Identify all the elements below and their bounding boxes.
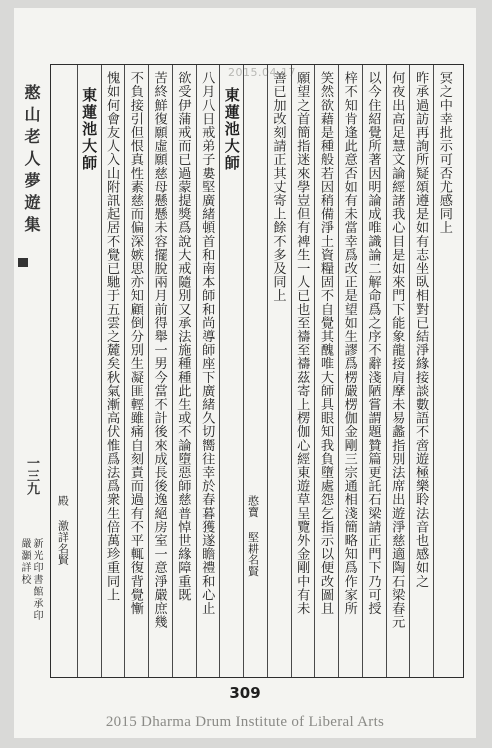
imprint-line-proofreader: 嚴灝詳校 (19, 538, 30, 586)
text-column: 欲受伊蒲戒而已過蒙提獎爲說大戒隨別又承法施種種此生或不論墮惡師慈普悼世緣障重既 (175, 71, 191, 602)
text-column: 憨寶 堅耕名賢 (246, 495, 260, 577)
text-column: 苦終鮮復願虛願慈母懸懸未容擺脫兩月前得舉一男今當不計後來成長後逸絕房室一意淨嚴庶幾 (151, 71, 167, 629)
page-number: 309 (229, 684, 261, 702)
column-rule (338, 65, 339, 677)
text-column: 不負接引但恨真性素慈而偏深嫉思亦知顧倒分別生凝匪輕雖痛自刻責而過有不平輒復背覺慚 (127, 71, 143, 615)
column-rule (196, 65, 197, 677)
column-rule (409, 65, 410, 677)
margin-book-title: 憨山老人夢遊集 (22, 84, 41, 238)
letter-heading: 東蓮池大師 (222, 87, 241, 172)
column-rule (172, 65, 173, 677)
imprint-line-printer: 新光印書館承印 (31, 538, 42, 622)
text-column: 愧如何會友人入山附訊起居不覺已馳于五雲之麓矣秋氣漸高伏惟爲法爲衆生倍萬珍重同上 (104, 71, 120, 602)
column-rule (77, 65, 78, 677)
text-column: 昨承過訪再詢所疑頌遵是如有志坐臥相對已結淨緣接談數語不啻遊極樂聆法音也感如之 (413, 71, 429, 588)
column-rule (362, 65, 363, 677)
column-rule (267, 65, 268, 677)
text-column: 冥之中幸批示可否尤感同上 (436, 71, 452, 235)
text-column: 殿 激詳名賢 (56, 495, 70, 566)
column-rule (433, 65, 434, 677)
book-page (14, 8, 476, 738)
watermark-institute: 2015 Dharma Drum Institute of Liberal Arts (105, 714, 385, 730)
text-frame (50, 64, 464, 678)
column-rule (291, 65, 292, 677)
column-rule (148, 65, 149, 677)
text-column: 八月八日戒弟子婁堅廣緒頓首和南本師和尚導師座下廣緒久切嚮往幸於春暮獲遂瞻禮和心止 (199, 71, 215, 615)
text-column: 以今住紹覺所著因明論成唯識論二解命爲之序不辭淺陋嘗謂題贊篇更託石梁請正門下乃可授 (365, 71, 381, 615)
text-column: 梓不知肯逢此意否如有未當幸爲改正是望如生謬爲楞嚴楞伽金剛三宗通相淺簡略知爲作家所 (341, 71, 357, 615)
column-rule (314, 65, 315, 677)
text-column: 願望之首簡指迷來學豈但有裨生一人已也至禱至禱茲寄上楞伽心經東遊草呈覽外金剛中有未 (294, 71, 310, 615)
margin-fishtail-mark (18, 258, 28, 267)
column-rule (386, 65, 387, 677)
column-rule (101, 65, 102, 677)
text-column: 笑然欲藉是種般若因稍備淨土資糧固不自覺其醜唯大師具眼知我負墮處怨乞指示以便改圖且 (317, 71, 333, 615)
text-column: 何夜出高足慧文論經諸我心目是如來門下能象龍接肩摩未易蠡指別法席出遊淨慈適陶石梁春元 (389, 71, 405, 629)
column-rule (124, 65, 125, 677)
letter-heading: 東蓮池大師 (80, 87, 99, 172)
watermark-date: 2015.04.17 (228, 66, 296, 79)
margin-page-number: 一三九 (24, 456, 39, 495)
column-rule (243, 65, 244, 677)
column-rule (219, 65, 220, 677)
imprint (18, 538, 42, 622)
text-column: 善已加改刻請正其丈寄上餘不多及同上 (270, 71, 286, 303)
